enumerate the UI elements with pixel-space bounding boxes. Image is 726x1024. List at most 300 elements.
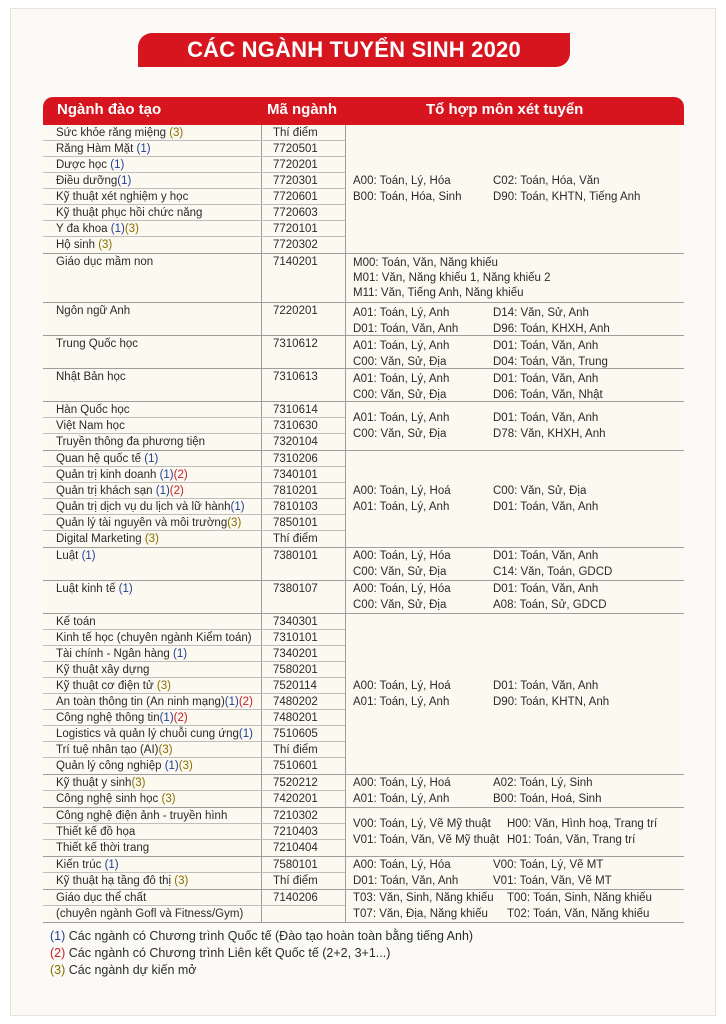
major-group bbox=[43, 303, 684, 336]
table-row bbox=[43, 662, 345, 678]
major-name bbox=[56, 303, 130, 319]
major-code: 7420201 bbox=[273, 793, 318, 805]
program-tag: (1) bbox=[110, 159, 125, 171]
table-row bbox=[43, 237, 345, 253]
major-code: 7720201 bbox=[273, 159, 318, 171]
footnote bbox=[50, 962, 473, 979]
combination-right: H00: Văn, Hình hoạ, Trang trí bbox=[507, 818, 658, 830]
major-name bbox=[56, 515, 241, 531]
major-name-text: Kỹ thuật xây dựng bbox=[56, 664, 150, 676]
major-code: 7380101 bbox=[273, 550, 318, 562]
combination-left: C00: Văn, Sử, Địa bbox=[353, 389, 447, 401]
major-name bbox=[56, 451, 158, 467]
combination-right: C14: Văn, Toán, GDCD bbox=[493, 566, 613, 578]
combination-right: A02: Toán, Lý, Sinh bbox=[493, 777, 593, 789]
table-row bbox=[43, 434, 345, 450]
table-row bbox=[43, 564, 345, 580]
combination-right: D96: Toán, KHXH, Anh bbox=[493, 323, 610, 335]
major-name-text: Luật bbox=[56, 550, 82, 562]
major-group bbox=[43, 775, 684, 808]
major-name-text: Hàn Quốc học bbox=[56, 404, 130, 416]
major-name-text: Hộ sinh bbox=[56, 239, 99, 251]
combination-right: V00: Toán, Lý, Vẽ MT bbox=[493, 859, 604, 871]
major-name bbox=[56, 758, 193, 774]
table-row bbox=[43, 906, 345, 922]
major-name-text: Trí tuệ nhân tạo (AI) bbox=[56, 744, 159, 756]
major-code: 7510601 bbox=[273, 760, 318, 772]
table-row bbox=[43, 890, 345, 906]
major-name-text: Quản trị khách sạn bbox=[56, 485, 156, 497]
header-combination: Tổ hợp môn xét tuyển bbox=[426, 101, 584, 118]
table-row bbox=[43, 791, 345, 807]
combination-left: M01: Văn, Năng khiếu 1, Năng khiếu 2 bbox=[353, 272, 551, 284]
major-code: 7340101 bbox=[273, 469, 318, 481]
major-code: 7580201 bbox=[273, 664, 318, 676]
subject-combination bbox=[353, 125, 684, 253]
table-row bbox=[43, 141, 345, 157]
major-name bbox=[56, 157, 124, 173]
combination-right: C00: Văn, Sử, Địa bbox=[493, 485, 587, 497]
major-name-text: Công nghệ thông tin bbox=[56, 712, 160, 724]
major-code: 7140206 bbox=[273, 892, 318, 904]
major-name bbox=[56, 791, 176, 807]
table-row bbox=[43, 808, 345, 824]
major-name-text: Kỹ thuật cơ điện tử bbox=[56, 680, 157, 692]
major-name bbox=[56, 890, 146, 906]
program-tag: (3) bbox=[174, 875, 189, 887]
table-row bbox=[43, 548, 345, 564]
major-name bbox=[56, 646, 187, 662]
table-row bbox=[43, 286, 345, 302]
program-tag: (3) bbox=[131, 777, 146, 789]
subject-combination bbox=[353, 402, 684, 450]
page-title: CÁC NGÀNH TUYỂN SINH 2020 bbox=[138, 33, 570, 67]
major-name-text: (chuyên ngành Gofl và Fitness/Gym) bbox=[56, 908, 244, 920]
major-name bbox=[56, 873, 188, 889]
group-rows bbox=[43, 808, 345, 856]
group-rows bbox=[43, 890, 345, 922]
major-name bbox=[56, 694, 253, 710]
major-name bbox=[56, 467, 188, 483]
combination-left: A01: Toán, Lý, Anh bbox=[353, 373, 450, 385]
major-name bbox=[56, 857, 119, 873]
major-name bbox=[56, 824, 135, 840]
table-row bbox=[43, 758, 345, 774]
subject-combination bbox=[353, 254, 684, 302]
major-name-text: Kỹ thuật hạ tầng đô thị bbox=[56, 875, 175, 887]
combination-right: D01: Toán, Văn, Anh bbox=[493, 583, 599, 595]
group-rows bbox=[43, 614, 345, 774]
major-name-text: Thiết kế thời trang bbox=[56, 842, 150, 854]
combination-left: V00: Toán, Lý, Vẽ Mỹ thuật bbox=[353, 818, 491, 830]
combination-left: M00: Toán, Văn, Năng khiếu bbox=[353, 257, 498, 269]
table-row bbox=[43, 531, 345, 547]
major-code: 7310614 bbox=[273, 404, 318, 416]
combination-right: D01: Toán, Văn, Anh bbox=[493, 373, 599, 385]
group-rows bbox=[43, 303, 345, 335]
major-code: 7310613 bbox=[273, 371, 318, 383]
combination-left: A01: Toán, Lý, Anh bbox=[353, 501, 450, 513]
major-name bbox=[56, 189, 188, 205]
major-name-text: Giáo dục mầm non bbox=[56, 256, 154, 268]
subject-combination bbox=[353, 303, 684, 335]
major-code: 7310206 bbox=[273, 453, 318, 465]
major-group bbox=[43, 336, 684, 369]
major-name bbox=[56, 402, 130, 418]
major-code: Thí điểm bbox=[273, 875, 318, 887]
major-code: Thí điểm bbox=[273, 127, 318, 139]
major-name-text: Thiết kế đồ họa bbox=[56, 826, 136, 838]
major-group bbox=[43, 548, 684, 581]
major-code: 7720501 bbox=[273, 143, 318, 155]
major-code: 7520114 bbox=[273, 680, 317, 692]
combination-left: A00: Toán, Lý, Hoá bbox=[353, 680, 451, 692]
program-tag: (3) bbox=[169, 127, 184, 139]
program-tag: (3) bbox=[144, 533, 159, 545]
major-name-text: Logistics và quản lý chuỗi cung ứng bbox=[56, 728, 239, 740]
table-row bbox=[43, 694, 345, 710]
major-name bbox=[56, 369, 126, 385]
program-tag: (3) bbox=[124, 223, 139, 235]
program-tag: (1) bbox=[136, 143, 151, 155]
combination-left: T07: Văn, Địa, Năng khiếu bbox=[353, 908, 488, 920]
major-name bbox=[56, 614, 96, 630]
table-row bbox=[43, 646, 345, 662]
table-row bbox=[43, 581, 345, 597]
group-rows bbox=[43, 857, 345, 889]
major-code: 7810103 bbox=[273, 501, 318, 513]
major-name bbox=[56, 548, 96, 564]
major-code: 7850101 bbox=[273, 517, 318, 529]
table-row bbox=[43, 873, 345, 889]
combination-right: D01: Toán, Văn, Anh bbox=[493, 680, 599, 692]
major-name bbox=[56, 418, 125, 434]
table-header bbox=[43, 97, 684, 125]
footnote-tag: (1) bbox=[50, 929, 66, 943]
major-code: 7220201 bbox=[273, 305, 318, 317]
footnote-tag: (3) bbox=[50, 963, 66, 977]
combination-right: B00: Toán, Hoá, Sinh bbox=[493, 793, 602, 805]
major-code: 7510605 bbox=[273, 728, 318, 740]
combination-right: D06: Toán, Văn, Nhật bbox=[493, 389, 603, 401]
combination-left: A00: Toán, Lý, Hóa bbox=[353, 175, 451, 187]
group-rows bbox=[43, 548, 345, 580]
major-code: Thí điểm bbox=[273, 744, 318, 756]
program-tag: (2) bbox=[238, 696, 253, 708]
table-row bbox=[43, 857, 345, 873]
major-code: 7810201 bbox=[273, 485, 318, 497]
combination-right: D01: Toán, Văn, Anh bbox=[493, 340, 599, 352]
table-row bbox=[43, 173, 345, 189]
table-row bbox=[43, 467, 345, 483]
major-name-text: Kế toán bbox=[56, 616, 96, 628]
table-row bbox=[43, 710, 345, 726]
major-name-text: Công nghệ điện ảnh - truyền hình bbox=[56, 810, 228, 822]
group-rows bbox=[43, 402, 345, 450]
combination-right: H01: Toán, Văn, Trang trí bbox=[507, 834, 636, 846]
combination-right: A08: Toán, Sử, GDCD bbox=[493, 599, 607, 611]
table-body bbox=[43, 125, 684, 923]
major-code: 7310101 bbox=[273, 632, 318, 644]
footnote-text: Các ngành dự kiến mở bbox=[65, 963, 197, 977]
footnote-tag: (2) bbox=[50, 946, 66, 960]
combination-left: A01: Toán, Lý, Anh bbox=[353, 793, 450, 805]
major-group bbox=[43, 369, 684, 402]
major-code: 7720302 bbox=[273, 239, 318, 251]
major-name-text: Digital Marketing bbox=[56, 533, 145, 545]
table-row bbox=[43, 742, 345, 758]
footnote bbox=[50, 945, 473, 962]
group-rows bbox=[43, 581, 345, 613]
major-name bbox=[56, 581, 133, 597]
table-row bbox=[43, 303, 345, 319]
major-code: 7310630 bbox=[273, 420, 318, 432]
major-name bbox=[56, 221, 139, 237]
major-code: 7480202 bbox=[273, 696, 318, 708]
subject-combination bbox=[353, 369, 684, 401]
combination-left: A01: Toán, Lý, Anh bbox=[353, 412, 450, 424]
major-name-text: Ngôn ngữ Anh bbox=[56, 305, 131, 317]
major-name-text: Quản lý công nghiệp bbox=[56, 760, 165, 772]
major-name bbox=[56, 483, 184, 499]
table-row bbox=[43, 630, 345, 646]
program-tag: (1) bbox=[159, 712, 174, 724]
major-name-text: Răng Hàm Mặt bbox=[56, 143, 137, 155]
program-tag: (2) bbox=[173, 469, 188, 481]
major-code: 7340201 bbox=[273, 648, 318, 660]
program-tag: (1) bbox=[230, 501, 245, 513]
table-row bbox=[43, 189, 345, 205]
footnote bbox=[50, 928, 473, 945]
major-name bbox=[56, 141, 151, 157]
major-name-text: Y đa khoa bbox=[56, 223, 111, 235]
major-name-text: Kỹ thuật y sinh bbox=[56, 777, 132, 789]
major-name bbox=[56, 499, 245, 515]
table-row bbox=[43, 499, 345, 515]
major-name-text: Điều dưỡng bbox=[56, 175, 118, 187]
major-name bbox=[56, 840, 149, 856]
major-name bbox=[56, 237, 112, 253]
major-name bbox=[56, 125, 183, 141]
program-tag: (3) bbox=[158, 744, 173, 756]
program-tag: (1) bbox=[164, 760, 179, 772]
combination-right: T02: Toán, Văn, Năng khiếu bbox=[507, 908, 650, 920]
combination-left: D01: Toán, Văn, Anh bbox=[353, 323, 459, 335]
table-row bbox=[43, 369, 345, 385]
major-code: 7210404 bbox=[273, 842, 318, 854]
combination-left: V01: Toán, Văn, Vẽ Mỹ thuật bbox=[353, 834, 500, 846]
table-row bbox=[43, 270, 345, 286]
major-name bbox=[56, 336, 138, 352]
major-name-text: Quan hệ quốc tế bbox=[56, 453, 145, 465]
major-code: 7720601 bbox=[273, 191, 318, 203]
table-row bbox=[43, 483, 345, 499]
major-name-text: Quản trị kinh doanh bbox=[56, 469, 160, 481]
major-name-text: Kỹ thuật phục hồi chức năng bbox=[56, 207, 203, 219]
major-code: 7210403 bbox=[273, 826, 318, 838]
combination-right: D90: Toán, KHTN, Tiếng Anh bbox=[493, 191, 641, 203]
major-name bbox=[56, 678, 171, 694]
subject-combination bbox=[353, 808, 684, 856]
combination-right: C02: Toán, Hóa, Văn bbox=[493, 175, 600, 187]
program-tag: (1) bbox=[110, 223, 125, 235]
major-name-text: Kinh tế học (chuyên ngành Kiểm toán) bbox=[56, 632, 252, 644]
major-code: 7520212 bbox=[273, 777, 318, 789]
program-tag: (1) bbox=[144, 453, 159, 465]
combination-right: D01: Toán, Văn, Anh bbox=[493, 501, 599, 513]
group-rows bbox=[43, 369, 345, 401]
combination-right: D01: Toán, Văn, Anh bbox=[493, 550, 599, 562]
program-tag: (1) bbox=[173, 648, 188, 660]
program-tag: (2) bbox=[173, 712, 188, 724]
combination-right: V01: Toán, Văn, Vẽ MT bbox=[493, 875, 612, 887]
major-name-text: Việt Nam học bbox=[56, 420, 125, 432]
subject-combination bbox=[353, 614, 684, 774]
program-tag: (2) bbox=[169, 485, 184, 497]
major-name-text: Dược học bbox=[56, 159, 111, 171]
major-code: 7340301 bbox=[273, 616, 318, 628]
major-name bbox=[56, 173, 131, 189]
major-name bbox=[56, 808, 227, 824]
table-row bbox=[43, 824, 345, 840]
combination-right: D04: Toán, Văn, Trung bbox=[493, 356, 608, 368]
group-rows bbox=[43, 775, 345, 807]
program-tag: (3) bbox=[178, 760, 193, 772]
major-name-text: Truyền thông đa phương tiện bbox=[56, 436, 206, 448]
combination-left: A00: Toán, Lý, Hóa bbox=[353, 550, 451, 562]
major-name bbox=[56, 906, 243, 922]
table-row bbox=[43, 840, 345, 856]
combination-left: C00: Văn, Sử, Địa bbox=[353, 566, 447, 578]
program-tag: (1) bbox=[224, 696, 239, 708]
program-tag: (1) bbox=[104, 859, 119, 871]
program-tag: (1) bbox=[159, 469, 174, 481]
major-name-text: An toàn thông tin (An ninh mạng) bbox=[56, 696, 225, 708]
table-row bbox=[43, 319, 345, 335]
major-code: Thí điểm bbox=[273, 533, 318, 545]
major-name bbox=[56, 531, 159, 547]
table-row bbox=[43, 678, 345, 694]
table-row bbox=[43, 125, 345, 141]
program-tag: (3) bbox=[98, 239, 113, 251]
table-row bbox=[43, 336, 345, 352]
combination-right: D01: Toán, Văn, Anh bbox=[493, 412, 599, 424]
subject-combination bbox=[353, 857, 684, 889]
subject-combination bbox=[353, 548, 684, 580]
major-name-text: Trung Quốc học bbox=[56, 338, 139, 350]
subject-combination bbox=[353, 890, 684, 922]
combination-left: C00: Văn, Sử, Địa bbox=[353, 356, 447, 368]
combination-left: A00: Toán, Lý, Hoá bbox=[353, 485, 451, 497]
combination-left: T03: Văn, Sinh, Năng khiếu bbox=[353, 892, 494, 904]
header-code: Mã ngành bbox=[267, 101, 337, 118]
major-group bbox=[43, 614, 684, 775]
major-code: 7720301 bbox=[273, 175, 318, 187]
table-row bbox=[43, 515, 345, 531]
combination-left: M11: Văn, Tiếng Anh, Năng khiếu bbox=[353, 287, 524, 299]
major-name bbox=[56, 205, 202, 221]
program-tag: (1) bbox=[155, 485, 170, 497]
table-row bbox=[43, 221, 345, 237]
major-code: 7720603 bbox=[273, 207, 318, 219]
footnotes bbox=[50, 928, 473, 979]
combination-left: A00: Toán, Lý, Hóa bbox=[353, 859, 451, 871]
program-tag: (3) bbox=[156, 680, 171, 692]
major-group bbox=[43, 125, 684, 254]
major-code: 7380107 bbox=[273, 583, 318, 595]
major-name bbox=[56, 742, 173, 758]
major-name-text: Sức khỏe răng miệng bbox=[56, 127, 170, 139]
group-rows bbox=[43, 254, 345, 302]
major-name-text: Luật kinh tế bbox=[56, 583, 119, 595]
combination-left: A01: Toán, Lý, Anh bbox=[353, 696, 450, 708]
table-row bbox=[43, 254, 345, 270]
major-code: 7480201 bbox=[273, 712, 318, 724]
major-code: 7320104 bbox=[273, 436, 318, 448]
group-rows bbox=[43, 125, 345, 253]
table-row bbox=[43, 614, 345, 630]
major-name bbox=[56, 630, 252, 646]
major-name bbox=[56, 710, 188, 726]
combination-left: A01: Toán, Lý, Anh bbox=[353, 340, 450, 352]
subject-combination bbox=[353, 581, 684, 613]
major-group bbox=[43, 808, 684, 857]
major-group bbox=[43, 402, 684, 451]
program-tag: (3) bbox=[227, 517, 242, 529]
combination-right: D78: Văn, KHXH, Anh bbox=[493, 428, 606, 440]
major-name-text: Công nghệ sinh học bbox=[56, 793, 162, 805]
table-row bbox=[43, 205, 345, 221]
footnote-text: Các ngành có Chương trình Quốc tế (Đào tạo hoàn toàn bằng tiếng Anh) bbox=[65, 929, 474, 943]
major-name-text: Tài chính - Ngân hàng bbox=[56, 648, 173, 660]
combination-left: A00: Toán, Lý, Hóa bbox=[353, 583, 451, 595]
majors-table bbox=[43, 97, 684, 923]
major-group bbox=[43, 254, 684, 303]
major-name-text: Giáo dục thể chất bbox=[56, 892, 147, 904]
subject-combination bbox=[353, 451, 684, 547]
program-tag: (1) bbox=[81, 550, 96, 562]
table-row bbox=[43, 385, 345, 401]
combination-left: C00: Văn, Sử, Địa bbox=[353, 599, 447, 611]
table-row bbox=[43, 775, 345, 791]
major-name-text: Quản trị dịch vụ du lịch và lữ hành bbox=[56, 501, 231, 513]
major-group bbox=[43, 890, 684, 923]
table-row bbox=[43, 451, 345, 467]
major-name bbox=[56, 254, 153, 270]
table-row bbox=[43, 157, 345, 173]
program-tag: (3) bbox=[161, 793, 176, 805]
header-major: Ngành đào tạo bbox=[57, 101, 162, 118]
combination-right: D90: Toán, KHTN, Anh bbox=[493, 696, 610, 708]
major-name bbox=[56, 726, 253, 742]
combination-left: C00: Văn, Sử, Địa bbox=[353, 428, 447, 440]
major-name bbox=[56, 775, 146, 791]
subject-combination bbox=[353, 775, 684, 807]
major-name bbox=[56, 434, 205, 450]
program-tag: (1) bbox=[117, 175, 132, 187]
major-name-text: Kỹ thuật xét nghiệm y học bbox=[56, 191, 189, 203]
major-code: 7310612 bbox=[273, 338, 318, 350]
group-rows bbox=[43, 451, 345, 547]
major-code: 7210302 bbox=[273, 810, 318, 822]
combination-right: T00: Toán, Sinh, Năng khiếu bbox=[507, 892, 652, 904]
combination-right: D14: Văn, Sử, Anh bbox=[493, 307, 589, 319]
table-row bbox=[43, 402, 345, 418]
table-row bbox=[43, 726, 345, 742]
major-group bbox=[43, 451, 684, 548]
footnote-text: Các ngành có Chương trình Liên kết Quốc tế (2+2, 3+1...) bbox=[65, 946, 391, 960]
program-tag: (1) bbox=[238, 728, 253, 740]
